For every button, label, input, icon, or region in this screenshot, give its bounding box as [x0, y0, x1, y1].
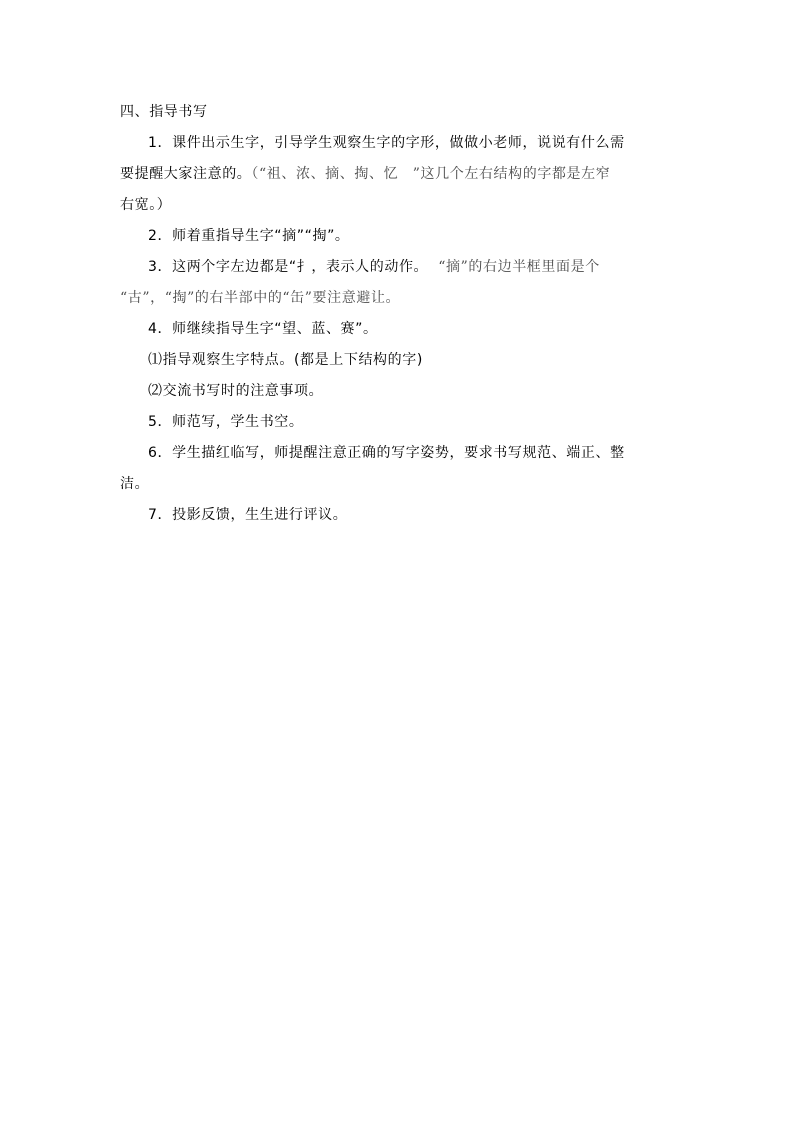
- item-3-line-1-part-b: “摘”的右边半框里面是个: [438, 259, 600, 275]
- item-4-sub-2: ⑵交流书写时的注意事项。: [148, 383, 324, 399]
- item-6-line-1: 6．学生描红临写，师提醒注意正确的写字姿势，要求书写规范、端正、整: [148, 445, 625, 461]
- item-6-line-2: 洁。: [120, 476, 150, 492]
- item-1-line-2-note: （“祖、浓、摘、掏、忆 ”这几个左右结构的字都是左窄: [251, 166, 611, 182]
- item-3-line-1: [120, 252, 680, 283]
- item-7: 7．投影反馈，生生进行评议。: [148, 507, 348, 523]
- section-heading: 四、指导书写: [120, 104, 208, 120]
- item-1-line-2: [120, 159, 680, 190]
- item-3-line-2: “古”，“掏”的右半部中的“缶”要注意避让。: [120, 290, 401, 306]
- document-page: [120, 97, 680, 531]
- item-3-line-1-part-a: 3．这两个字左边都是“扌，表示人的动作。: [148, 259, 429, 275]
- item-4-sub-1: ⑴指导观察生字特点。(都是上下结构的字): [148, 352, 423, 368]
- item-2: 2．师着重指导生字“摘”“掏”。: [148, 228, 350, 244]
- item-4: 4．师继续指导生字“望、蓝、赛”。: [148, 321, 378, 337]
- item-1-line-1: 1．课件出示生字，引导学生观察生字的字形，做做小老师，说说有什么需: [148, 135, 625, 151]
- item-1-line-3: 右宽。）: [120, 197, 172, 213]
- item-1-line-2-text: 要提醒大家注意的。: [120, 166, 252, 182]
- item-5: 5．师范写，学生书空。: [148, 414, 304, 430]
